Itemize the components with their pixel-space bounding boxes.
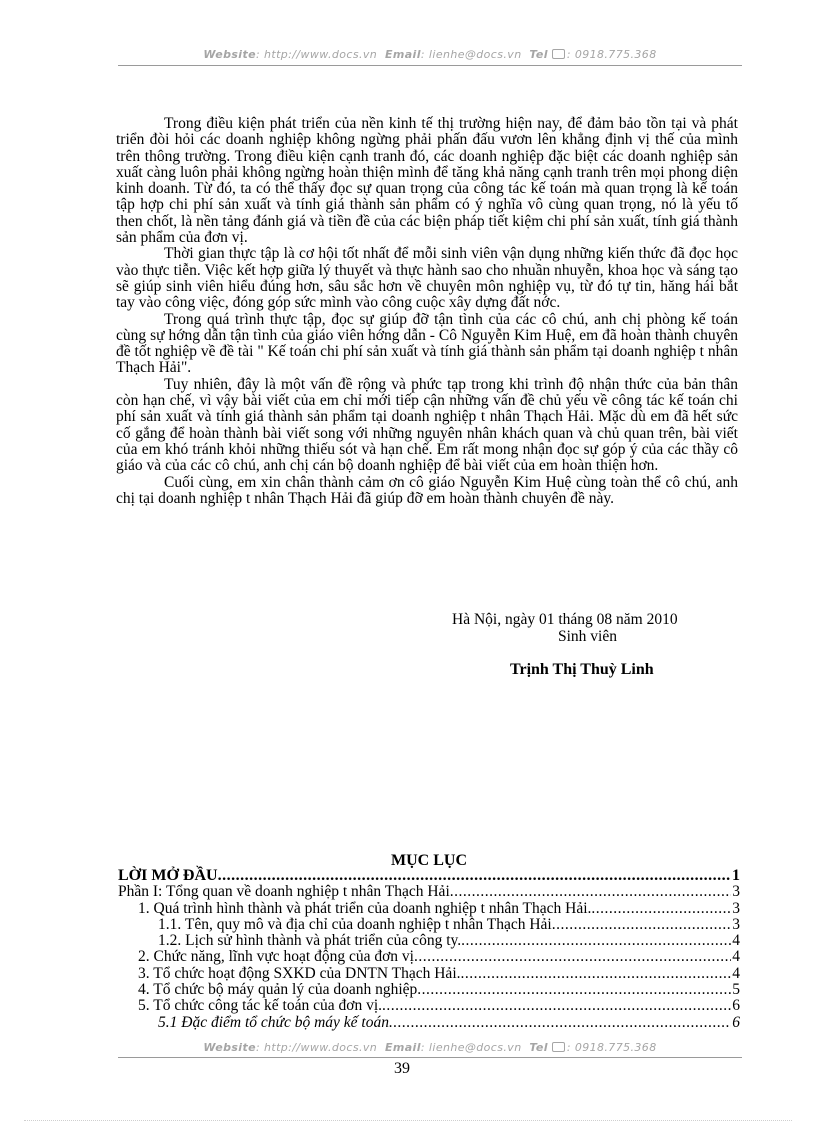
toc-title: MỤC LỤC: [391, 852, 467, 869]
website-label: Website: [203, 1041, 256, 1054]
toc-entry-page: 5: [732, 981, 740, 999]
toc-entry[interactable]: [118, 933, 740, 949]
toc-entry[interactable]: [118, 949, 740, 965]
page-edge-divider: [24, 1120, 792, 1121]
website-label: Website: [203, 48, 256, 61]
signature-place-date: Hà Nội, ngày 01 tháng 08 năm 2010: [452, 611, 678, 628]
toc-entry-page: 4: [732, 964, 740, 982]
website-value: : http://www.docs.vn: [256, 48, 378, 61]
toc-entry-page: 4: [732, 932, 740, 950]
toc-entry-text: LỜI MỞ ĐẦU: [118, 867, 218, 884]
toc-entry-text: Phần I: Tổng quan về doanh nghiệp t nhân Thạch Hải: [118, 883, 450, 901]
toc-entry[interactable]: [118, 966, 740, 982]
toc-entry[interactable]: [118, 917, 740, 933]
paragraph: Cuối cùng, em xin chân thành cảm ơn cô giáo Nguyễn Kim Huệ cùng toàn thể cô chú, anh chị tại doanh nghiệp t nhân Thạch Hải đã giúp đỡ em hoàn thành chuyên đề này.: [116, 473, 738, 507]
footer-rule: [118, 1057, 742, 1058]
page-footer: [118, 1041, 742, 1054]
phone-icon: [552, 49, 565, 59]
tel-label: Tel: [529, 1041, 548, 1054]
signature-role: Sinh viên: [558, 628, 617, 645]
paragraph: Trong quá trình thực tập, đọc sự giúp đỡ tận tình của các cô chú, anh chị phòng kế toán cùng sự hớng dẫn tận tình của giáo viên hớng dẫn - Cô Nguyễn Kim Huệ, em đã hoàn thành chuyên đề tốt nghiệp về đề tài " Kế toán chi phí sản xuất và tính giá thành sản phẩm tại doanh nghiệp t nhân Thạch Hải".: [116, 310, 738, 377]
toc-entry-text: 1.1. Tên, quy mô và địa chỉ của doanh nghiệp t nhân Thạch Hải: [158, 915, 552, 933]
page-header: [118, 48, 742, 61]
toc-entry-text: 1. Quá trình hình thành và phát triển của doanh nghiệp t nhân Thạch Hải.: [138, 899, 592, 917]
page-number: 39: [394, 1060, 410, 1077]
toc-entry-text: 5. Tổ chức công tác kế toán của đơn vị.: [138, 997, 382, 1015]
email-label: Email: [384, 1041, 421, 1054]
email-label: Email: [384, 48, 421, 61]
toc-entry-text: 1.2. Lịch sử hình thành và phát triển của công ty.: [158, 932, 462, 950]
paragraph: Thời gian thực tập là cơ hội tốt nhất để mỗi sinh viên vận dụng những kiến thức đã đọc học vào thực tiễn. Việc kết hợp giữa lý thuyết và thực hành sao cho nhuần nhuyễn, khoa học và sáng tạo sẽ giúp sinh viên hiểu đúng hơn, sâu sắc hơn về chuyên môn nghiệp vụ, từ đó tự tin, hăng hái bắt tay vào công việc, đóng góp sức mình vào công cuộc xây dựng đất nớc.: [116, 245, 738, 312]
toc-entry[interactable]: [118, 884, 740, 900]
tel-label: Tel: [529, 48, 548, 61]
toc-entry[interactable]: [118, 868, 740, 884]
table-of-contents: [118, 868, 740, 1031]
toc-entry-text: 5.1 Đặc điểm tổ chức bộ máy kế toán: [158, 1013, 389, 1031]
toc-entry-page: 3: [732, 915, 740, 933]
toc-entry[interactable]: [118, 982, 740, 998]
header-rule: [118, 65, 742, 66]
tel-value: : 0918.775.368: [566, 48, 657, 61]
toc-entry-page: 6: [732, 1013, 740, 1031]
toc-entry[interactable]: [118, 901, 740, 917]
signature-name: Trịnh Thị Thuỳ Linh: [510, 661, 654, 678]
toc-entry[interactable]: [118, 1015, 740, 1031]
toc-entry-page: 4: [732, 948, 740, 966]
phone-icon: [552, 1042, 565, 1052]
toc-entry-page: 1: [732, 867, 740, 884]
email-value: : lienhe@docs.vn: [420, 1041, 522, 1054]
website-value: : http://www.docs.vn: [256, 1041, 378, 1054]
toc-entry-page: 3: [732, 883, 740, 901]
toc-entry-text: 3. Tổ chức hoạt động SXKD của DNTN Thạch Hải.: [138, 964, 461, 982]
paragraph: Tuy nhiên, đây là một vấn đề rộng và phức tạp trong khi trình độ nhận thức của bản thân còn hạn chế, vì vậy bài viết của em chỉ mới tiếp cận những vấn đề chủ yếu về công tác kế toán chi phí sản xuất và tính giá thành sản phẩm tại doanh nghiệp t nhân Thạch Hải. Mặc dù em đã hết sức cố gắng để hoàn thành bài viết song với những nguyên nhân khách quan và chủ quan trên, bài viết của em khó tránh khỏi những thiếu sót và hạn chế. Em rất mong nhận đọc sự góp ý của các thầy cô giáo và của các cô chú, anh chị cán bộ doanh nghiệp để bài viết của em hoàn thiện hơn.: [116, 375, 738, 475]
toc-entry-page: 6: [732, 997, 740, 1015]
toc-entry[interactable]: [118, 998, 740, 1014]
body-text: [116, 116, 738, 507]
email-value: : lienhe@docs.vn: [420, 48, 522, 61]
toc-entry-page: 3: [732, 899, 740, 917]
toc-entry-text: 2. Chức năng, lĩnh vực hoạt động của đơn vị: [138, 948, 414, 966]
paragraph: Trong điều kiện phát triển của nền kinh tế thị trường hiện nay, để đảm bảo tồn tại và phát triển đòi hỏi các doanh nghiệp không ngừng phải phấn đấu vươn lên khẳng định vị thế của mình trên thông trường. Trong điều kiện cạnh tranh đó, các doanh nghiệp đặc biệt các doanh nghiệp sản xuất càng luôn phải không ngừng hoàn thiện mình để tăng khả năng cạnh tranh trên mọi phong diện kinh doanh. Từ đó, ta có thể thấy đọc sự quan trọng của công tác kế toán mà quan trọng là kế toán tập hợp chi phí sản xuất và tính giá thành sản phẩm có ý nghĩa vô cùng quan trọng, nó là yếu tố then chốt, là nền tảng đánh giá và tiền đề của các biện pháp tiết kiệm chi phí sản xuất, tính giá thành sản phẩm của đơn vị.: [116, 115, 738, 247]
tel-value: : 0918.775.368: [566, 1041, 657, 1054]
toc-entry-text: 4. Tổ chức bộ máy quản lý của doanh nghiệp: [138, 981, 418, 999]
